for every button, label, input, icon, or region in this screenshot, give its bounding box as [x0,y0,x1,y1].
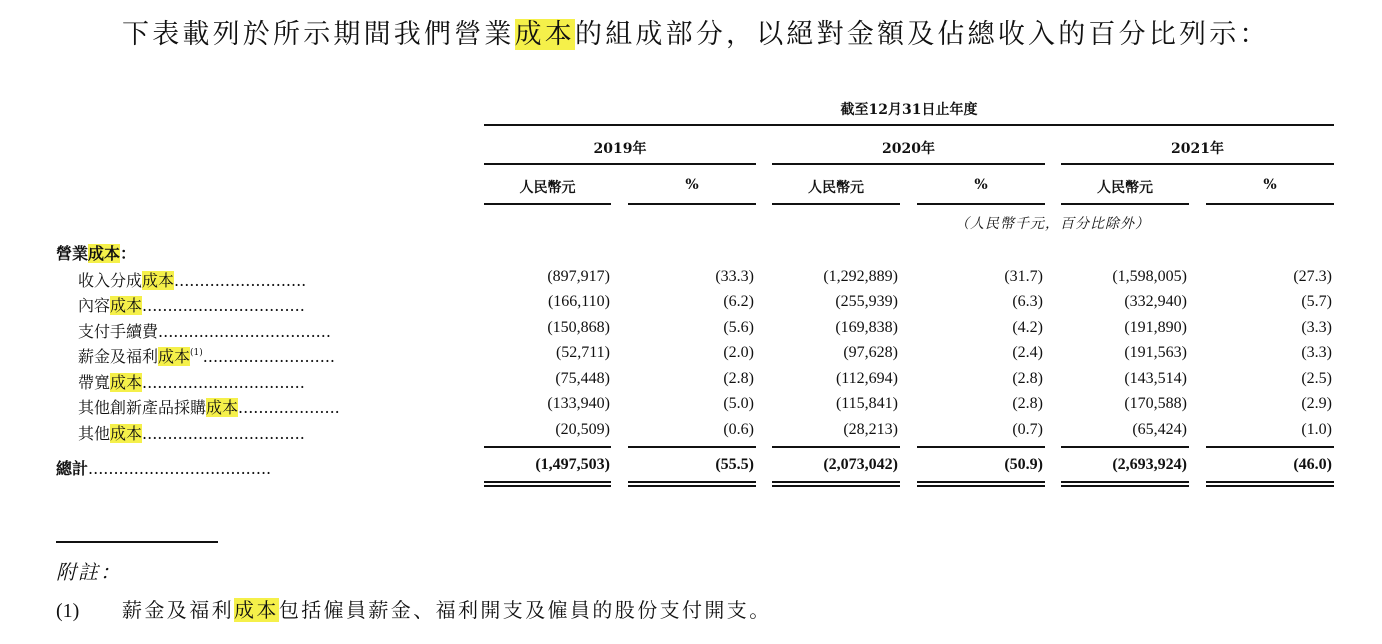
section-text-after: ： [120,244,137,263]
row-leader-dots: .................... [238,398,340,417]
total-double-rule [628,481,756,487]
percent-header-2021: % [1263,177,1277,193]
row-label-text: 支付手續費 [78,322,159,341]
subheader-rule [628,203,756,205]
row-label [78,421,305,444]
table-cell: (27.3) [1293,268,1332,285]
subheader-rule [484,203,611,205]
row-leader-dots: .......................... [202,347,336,366]
table-cell: (2.0) [723,344,754,361]
table-cell: (5.6) [723,319,754,336]
subtotal-rule [772,446,900,448]
table-cell: (112,694) [835,370,898,387]
year-rule-2021 [1061,163,1334,165]
total-cell: (1,497,503) [535,456,610,473]
table-cell: (3.3) [1301,344,1332,361]
subheader-rule [1061,203,1189,205]
table-cell: (31.7) [1004,268,1043,285]
currency-header-2019: 人民幣元 [519,180,576,196]
table-cell: (2.9) [1301,395,1332,412]
row-label-text: 其他 [78,424,111,443]
table-cell: (75,448) [555,370,610,387]
row-label-text: 其他創新產品採購 [78,398,207,417]
intro-highlight: 成本 [514,19,576,50]
row-leader-dots: .......................... [174,271,307,290]
intro-text-before: 下表載列於所示期間我們營業 [122,19,515,50]
row-leader-dots: ................................ [142,424,305,443]
percent-header-2020: % [974,177,988,193]
table-cell: (52,711) [555,344,610,361]
table-cell: (133,940) [547,395,610,412]
table-cell: (115,841) [835,395,898,412]
notes-separator [56,541,218,543]
section-highlight: 成本 [88,244,121,263]
table-cell: (897,917) [547,268,610,285]
note-item [56,594,772,623]
intro-sentence [122,12,1270,51]
year-header-2019: 2019年 [593,141,647,157]
year-rule-2020 [772,163,1045,165]
total-double-rule [772,481,900,487]
subtotal-rule [917,446,1045,448]
table-cell: (5.7) [1301,293,1332,310]
table-cell: (33.3) [715,268,754,285]
row-label-highlight: 成本 [142,271,175,290]
row-label-text: 內容 [78,296,111,315]
row-label [78,370,305,393]
table-cell: (2.5) [1301,370,1332,387]
subheader-rule [917,203,1045,205]
total-label [56,456,271,479]
subtotal-rule [1206,446,1334,448]
row-leader-dots: .................................... [88,459,272,478]
row-label-highlight: 成本 [110,296,143,315]
row-label [78,268,306,291]
total-cell: (46.0) [1293,456,1332,473]
table-cell: (20,509) [555,421,610,438]
table-cell: (4.2) [1012,319,1043,336]
total-cell: (55.5) [715,456,754,473]
row-label-text: 收入分成 [78,271,143,290]
unit-note: （人民幣千元，百分比除外） [955,216,1150,232]
row-leader-dots: .................................. [158,322,331,341]
row-label [78,319,331,342]
row-label [78,395,340,418]
year-rule-2019 [484,163,756,165]
caption-rule [484,124,1334,126]
row-label-text: 薪金及福利 [78,347,159,366]
percent-header-2019: % [685,177,699,193]
row-leader-dots: ................................ [142,373,305,392]
table-cell: (97,628) [843,344,898,361]
table-cell: (332,940) [1124,293,1187,310]
currency-header-2021: 人民幣元 [1097,180,1153,196]
year-header-2020: 2020年 [882,141,935,157]
row-label-text: 帶寬 [78,373,111,392]
row-label [78,293,305,316]
table-cell: (1,598,005) [1112,268,1187,285]
table-cell: (169,838) [835,319,898,336]
subtotal-rule [628,446,756,448]
table-caption: 截至12月31日止年度 [840,102,978,118]
note-number: (1) [56,600,80,622]
table-cell: (5.0) [723,395,754,412]
table-cell: (28,213) [843,421,898,438]
table-cell: (0.7) [1012,421,1043,438]
year-header-2021: 2021年 [1171,141,1224,157]
subheader-rule [772,203,900,205]
total-double-rule [917,481,1045,487]
intro-text-after: 的組成部分，以絕對金額及佔總收入的百分比列示： [575,19,1270,50]
table-cell: (143,514) [1124,370,1187,387]
table-cell: (170,588) [1124,395,1187,412]
total-cell: (2,073,042) [823,456,898,473]
total-label-text: 總計 [56,459,89,478]
notes-title: 附註： [56,560,122,584]
table-cell: (191,563) [1124,344,1187,361]
table-cell: (2.8) [1012,395,1043,412]
footnote-marker: (1) [190,348,203,358]
table-cell: (191,890) [1124,319,1187,336]
table-cell: (2.8) [723,370,754,387]
table-cell: (2.8) [1012,370,1043,387]
total-double-rule [1206,481,1334,487]
subheader-rule [1206,203,1334,205]
total-cell: (50.9) [1004,456,1043,473]
table-cell: (2.4) [1012,344,1043,361]
total-double-rule [484,481,611,487]
table-cell: (65,424) [1132,421,1187,438]
table-cell: (0.6) [723,421,754,438]
row-label-highlight: 成本 [110,424,143,443]
row-label-highlight: 成本 [110,373,143,392]
total-double-rule [1061,481,1189,487]
note-text-after: 包括僱員薪金、福利開支及僱員的股份支付開支。 [278,598,772,622]
note-text-before: 薪金及福利 [122,598,234,622]
table-cell: (150,868) [547,319,610,336]
section-text-before: 營業 [56,244,89,263]
table-cell: (166,110) [547,293,610,310]
note-highlight: 成本 [234,598,279,622]
table-cell: (255,939) [835,293,898,310]
section-heading [56,241,136,264]
table-cell: (6.3) [1012,293,1043,310]
total-cell: (2,693,924) [1112,456,1187,473]
row-label [78,344,335,367]
subtotal-rule [1061,446,1189,448]
row-leader-dots: ................................ [142,296,305,315]
table-cell: (3.3) [1301,319,1332,336]
note-text [122,598,772,622]
currency-header-2020: 人民幣元 [808,180,864,196]
table-cell: (6.2) [723,293,754,310]
table-cell: (1.0) [1301,421,1332,438]
row-label-highlight: 成本 [158,347,191,366]
subtotal-rule [484,446,611,448]
table-cell: (1,292,889) [823,268,898,285]
row-label-highlight: 成本 [206,398,239,417]
